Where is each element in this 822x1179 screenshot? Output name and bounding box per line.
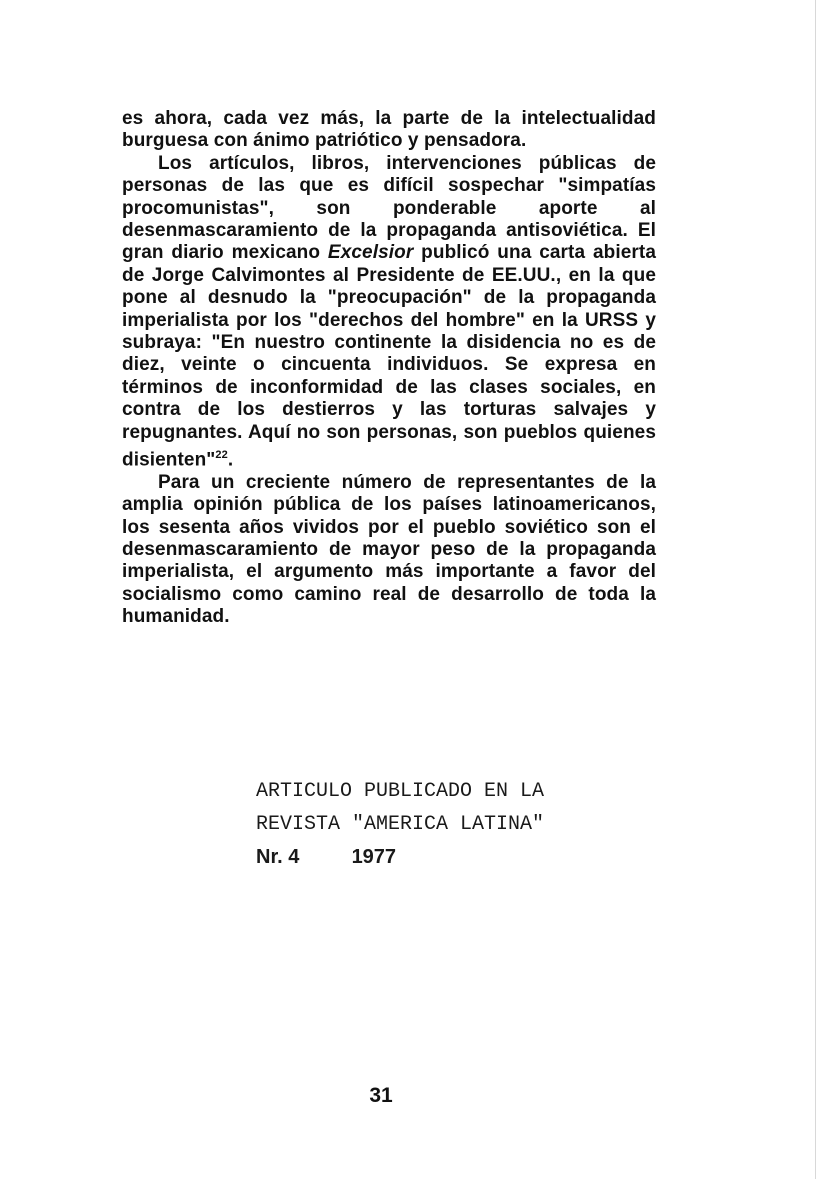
page-edge-line (815, 0, 816, 1179)
paragraph-2-end: . (227, 449, 234, 471)
paragraph-2-text-after: publicó una carta abierta de Jorge Calvimontes al Presidente de EE.UU., en la que pone al desnudo la "preocupación" de la propaganda imperialista por los "derechos del hombre" en la URSS y subraya: "En nuestro continente la disidencia no es de diez, veinte o cincuenta individuos. Se expresa en términos de inconformidad de las clases sociales, en contra de los destierros y las torturas salvajes y repugnantes. Aquí no son personas, son pueblos quienes disienten" (122, 242, 656, 471)
typed-note (256, 775, 656, 874)
paragraph-3: Para un creciente número de representantes de la amplia opinión pública de los países latinoamericanos, los sesenta años vividos por el pueblo soviético son el desenmascaramiento de mayor peso de la propaganda imperialista, el argumento más importante a favor del socialismo como camino real de desarrollo de toda la humanidad. (122, 471, 656, 628)
footnote-ref: 22 (215, 449, 228, 462)
page-number: 31 (369, 1084, 393, 1107)
paragraph-2 (122, 153, 656, 472)
body-text (122, 108, 656, 629)
paragraph-1: es ahora, cada vez más, la parte de la intelectualidad burguesa con ánimo patriótico y pensadora. (122, 108, 656, 152)
issue-number: Nr. 4 (256, 846, 300, 868)
paragraph-2-text-before: Los artículos, libros, intervenciones públicas de personas de las que es difícil sospechar "simpatías procomunistas", son ponderable aporte al desenmascaramiento de la propaganda antisoviética. El gran diario mexicano (122, 152, 656, 264)
issue-year: 1977 (351, 846, 397, 868)
typed-note-line-1: ARTICULO PUBLICADO EN LA (256, 780, 545, 803)
typed-note-line-3 (256, 841, 656, 874)
newspaper-title: Excelsior (327, 242, 414, 264)
typed-note-line-2: REVISTA "AMERICA LATINA" (256, 813, 545, 836)
